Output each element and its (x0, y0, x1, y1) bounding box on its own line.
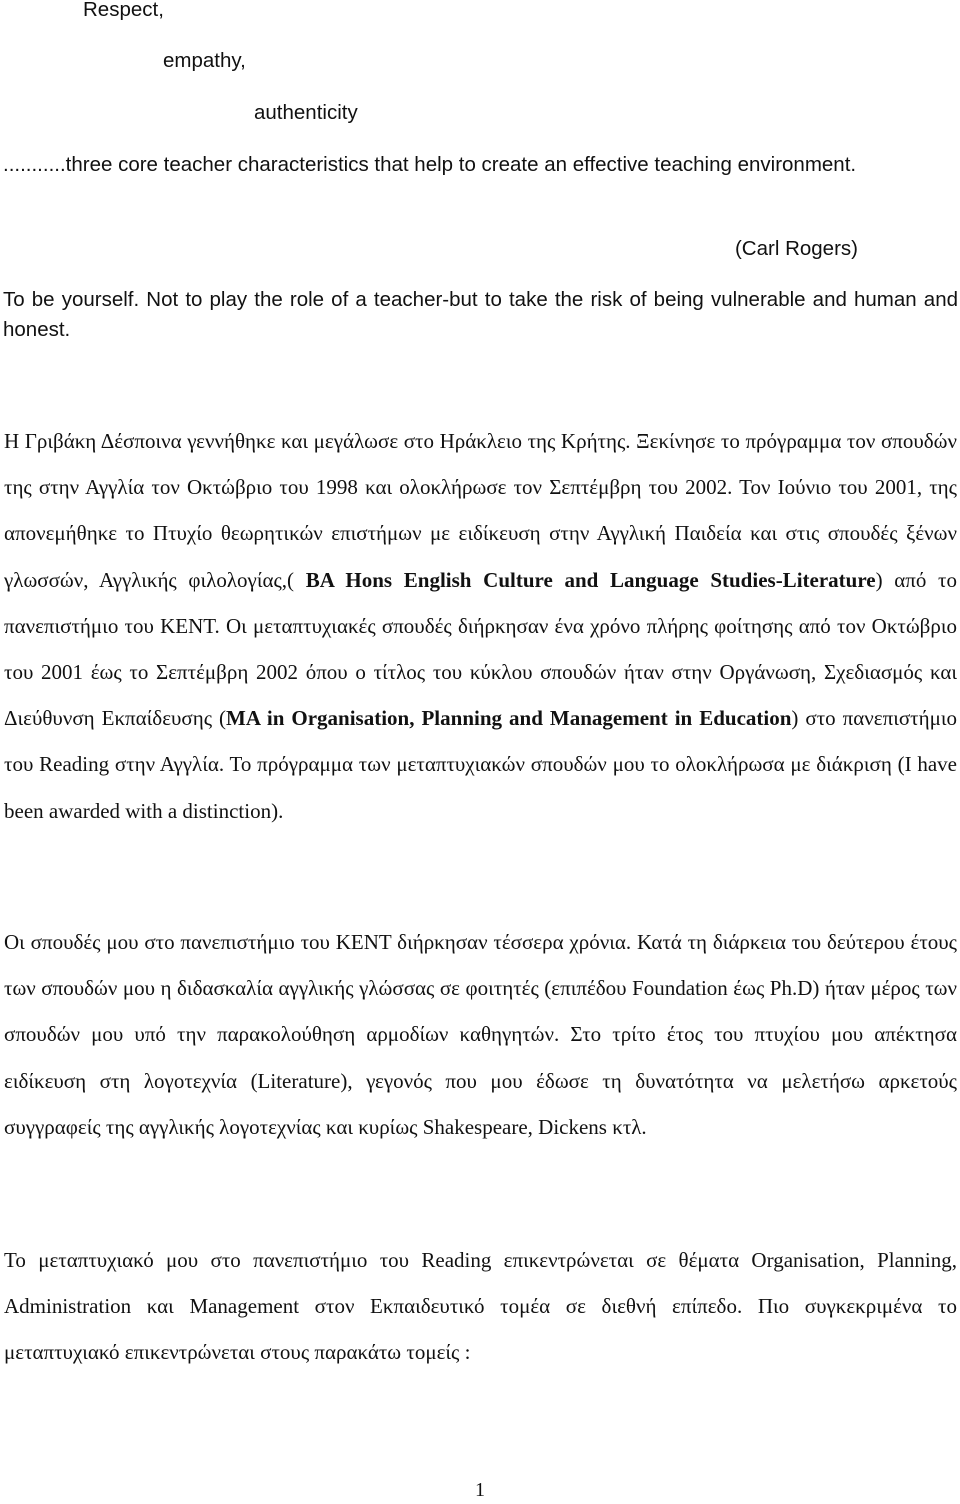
quote-line-empathy: empathy, (163, 49, 246, 72)
bio-paragraph-kent-studies: Οι σπουδές μου στο πανεπιστήμιο του KENT διήρκησαν τέσσερα χρόνια. Κατά τη διάρκεια του δεύτερου έτους των σπουδών μου η διδασκαλία αγγλικής γλώσσας σε φοιτητές (επιπέδου Foundation έως Ph.D) ήταν μέρος των σπουδών μου υπό την παρακολούθηση αρμοδίων καθηγητών. Στο τρίτο έτος του πτυχίου μου απέκτησα ειδίκευση στη λογοτεχνία (Literature), γεγονός που μου έδωσε τη δυνατότητα να μελετήσω αρκετούς συγγραφείς της αγγλικής λογοτεχνίας και κυρίως Shakespeare, Dickens κτλ. (4, 930, 957, 1139)
quote-core-characteristics (3, 150, 958, 180)
quote-line-respect: Respect, (83, 0, 164, 21)
quote-be-yourself: To be yourself. Not to play the role of a teacher-but to take the risk of being vulnerable and human and honest. (3, 288, 958, 341)
bio-paragraph-education (4, 418, 957, 834)
quote-attribution: (Carl Rogers) (734, 237, 858, 260)
quote-line-authenticity: authenticity (254, 101, 358, 124)
quote-core-characteristics-text: ...........three core teacher characteristics that help to create an effective teaching environment. (3, 153, 857, 176)
bio-p1-text-3: ) στο πανεπιστήμιο του Reading στην Αγγλία. Το πρόγραμμα των μεταπτυχιακών σπουδών μου το ολοκλήρωσα με διάκριση (I have been awarded with a distinction). (4, 706, 958, 823)
bio-p1-degree-ba: BA Hons English Culture and Language Studies-Literature (305, 567, 876, 592)
page-number: 1 (475, 1479, 485, 1501)
bio-p1-text-2: ) από το πανεπιστήμιο του KENT. Οι μεταπτυχιακές σπουδές διήρκησαν ένα χρόνο πλήρης φοίτησης από τον Οκτώβριο του 2001 έως το Σεπτέμβρη 2002 όπου ο τίτλος του κύκλου σπουδών ήταν στην Οργάνωση, Σχεδιασμός και Διεύθυνση Εκπαίδευσης ( (4, 567, 957, 731)
bio-p1-text-1: Η Γριβάκη Δέσποινα γεννήθηκε και μεγάλωσε στο Ηράκλειο της Κρήτης. Ξεκίνησε το πρόγραμμα τον σπουδών της στην Αγγλία τον Οκτώβριο του 1998 και ολοκλήρωσε τον Σεπτέμβρη του 2002. Τον Ιούνιο του 2001, της απονεμήθηκε το Πτυχίο θεωρητικών επιστήμων με ειδίκευση στην Αγγλική Παιδεία και στις σπουδές ξένων γλωσσών, Αγγλικής φιλολογίας,( (4, 429, 957, 592)
bio-p1-degree-ma: MA in Organisation, Planning and Management in Education (226, 706, 792, 731)
bio-paragraph-reading-masters: Το μεταπτυχιακό μου στο πανεπιστήμιο του Reading επικεντρώνεται σε θέματα Organisation, Planning, Administration και Management στον Εκπαιδευτικό τομέα σε διεθνή επίπεδο. Πιο συγκεκριμένα το μεταπτυχιακό επικεντρώνεται στους παρακάτω τομείς : (4, 1248, 957, 1365)
